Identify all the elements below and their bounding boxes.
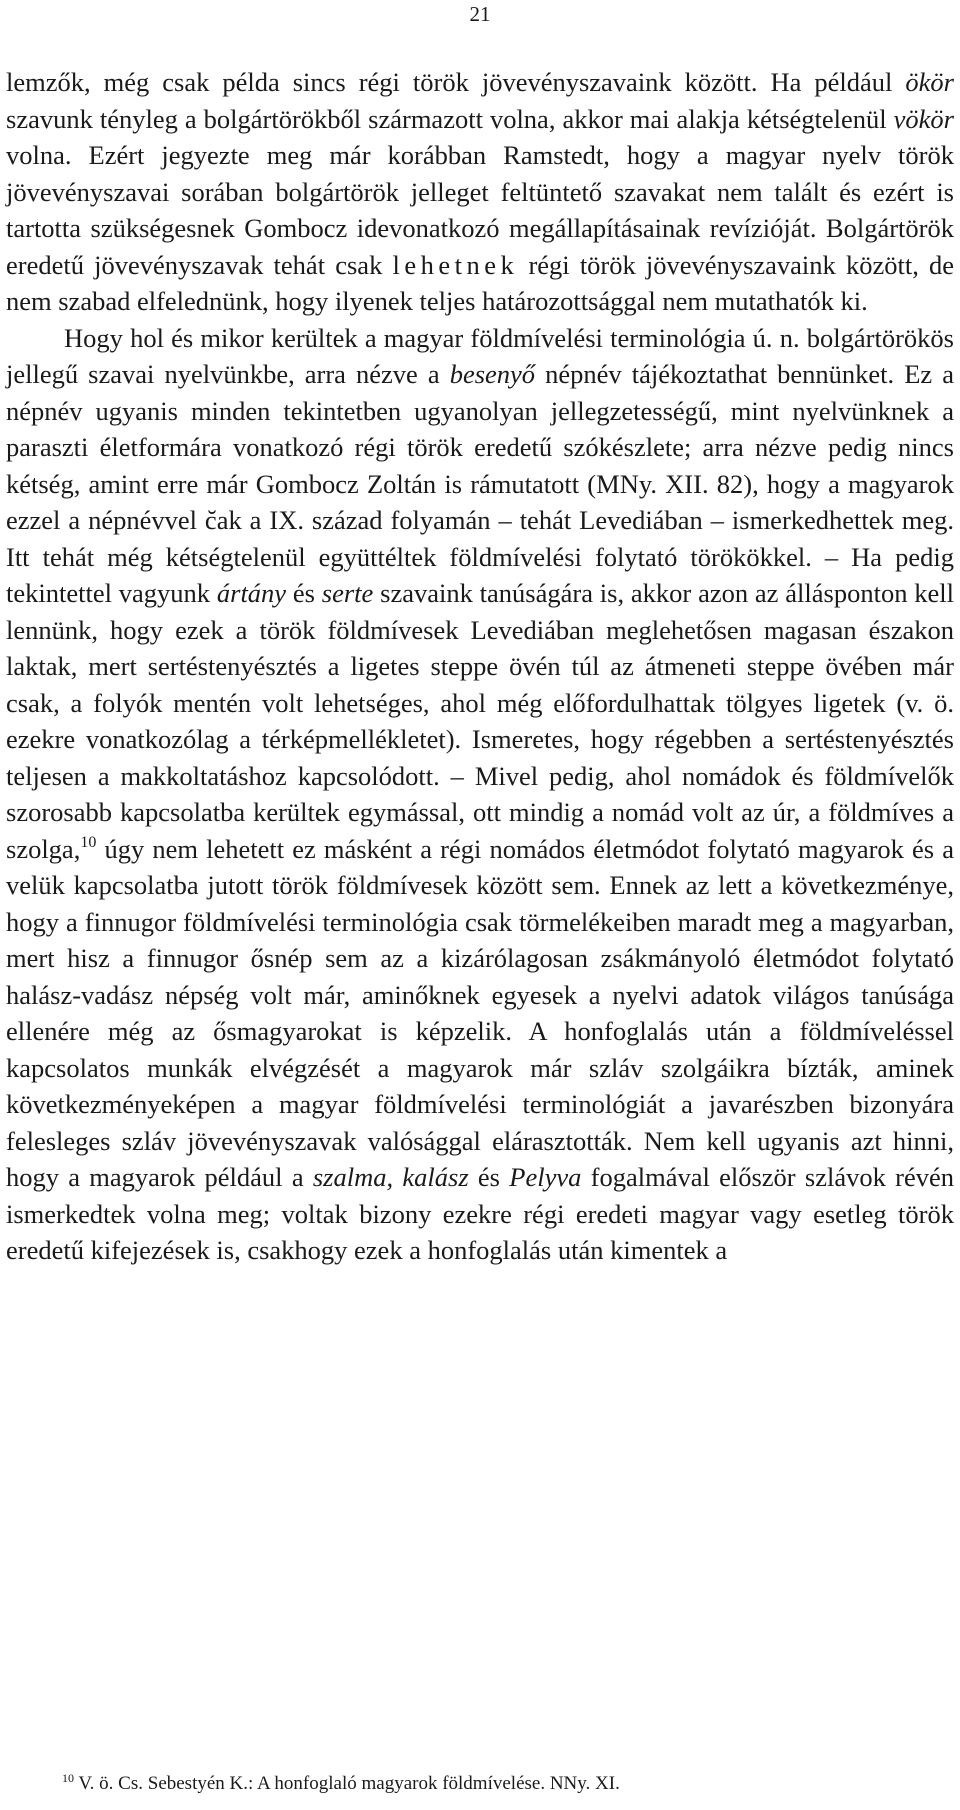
italic-word-pelyva: Pelyva (509, 1162, 582, 1192)
footnote-number: 10 (62, 1771, 74, 1785)
paragraph-2-text-d: szavaink tanúságára is, akkor azon az állásponton kell lennünk, hogy ezek a török földmívesek Levediában meglehetősen magasan északon laktak, mert sertéstenyésztés a ligetes steppe övén túl az átmeneti steppe övében már csak, a folyók mentén volt lehetséges, ahol még előfordulhattak tölgyes ligetek (v. ö. ezekre vonatkozólag a térképmellékletet). Ismeretes, hogy régebben a sertéstenyésztés teljesen a makkoltatáshoz kapcsolódott. – Mivel pedig, ahol nomádok és földmívelők szorosabb kapcsolatba kerültek egymással, ott mindig a nomád volt az úr, a földmíves a szolga, (6, 578, 955, 864)
body-text (6, 64, 954, 1269)
paragraph-2-text-b: népnév tájékoztathat bennünket. Ez a népnév ugyanis minden tekintetben ugyanolyan jellegzetességű, mint nyelvünknek a paraszti életformára vonatkozó régi török eredetű szókészlete; arra nézve pedig nincs kétség, amint erre már Gombocz Zoltán is rámutatott (MNy. XII. 82), hogy a magyarok ezzel a népnévvel c̆ak a IX. század folyamán – tehát Levediában – ismerkedhettek meg. Itt tehát még kétségtelenül együttéltek földmívelési folytató törökökkel. – Ha pedig tekintettel vagyunk (6, 359, 955, 608)
paragraph-2-text-g: fogalmával először szlávok révén ismerkedtek volna meg; voltak bizony ezekre régi eredeti magyar vagy esetleg török eredetű kifejezések is, csakhogy ezek a honfoglalás után kimentek a (6, 1162, 954, 1265)
paragraph-1-text-d: régi török jövevényszavaink között, de nem szabad elfelednünk, hogy ilyenek teljes határozottsággal nem mutathatók ki. (6, 249, 955, 316)
paragraph-2-text-f: és (468, 1162, 510, 1192)
page-number: 21 (469, 2, 491, 26)
paragraph-1 (6, 64, 954, 320)
italic-word-besenyo: besenyő (449, 359, 536, 389)
italic-words-szalma-kalasz: szalma, kalász (312, 1162, 469, 1192)
italic-word-okor: ökör (905, 67, 954, 97)
italic-word-artany: ártány (216, 578, 287, 608)
italic-word-serte: serte (321, 578, 374, 608)
footnote-text: V. ö. Cs. Sebestyén K.: A honfoglaló magyarok földmívelése. NNy. XI. (74, 1773, 620, 1794)
italic-word-vokor: vökör (893, 103, 954, 134)
spaced-word-lehetnek: lehetnek (392, 249, 519, 280)
paragraph-2-text-c: és (286, 578, 322, 608)
paragraph-1-text-a: lemzők, még csak példa sincs régi török jövevényszavaink között. Ha például (6, 67, 906, 97)
footnote (62, 1772, 620, 1796)
paragraph-2-text-e: úgy nem lehetett ez másként a régi nomádos életmódot folytató magyarok és a velük kapcsolatba jutott török földmívesek között sem. Ennek az lett a következménye, hogy a finnugor földmívelési terminológia csak törmelékeiben maradt meg a magyarban, mert hisz a finnugor ősnép sem az a kizárólagosan zsákmányoló életmódot folytató halász-vadász népség volt már, aminőknek egyesek a nyelvi adatok világos tanúsága ellenére még az ősmagyarokat is képzelik. A honfoglalás után a földmíveléssel kapcsolatos munkák elvégzését a magyarok már szláv szolgáikra bízták, aminek következményeképen a magyar földmívelési terminológiát a javarészben bizonyára felesleges szláv jövevényszavak valósággal elárasztották. Nem kell ugyanis azt hinni, hogy a magyarok például a (6, 833, 954, 1192)
paragraph-2 (6, 320, 954, 1269)
paragraph-1-text-b: szavunk tényleg a bolgártörökből származott volna, akkor mai alakja kétségtelenül (6, 103, 894, 134)
footnote-reference[interactable]: 10 (80, 833, 97, 851)
paragraph-2-text-a: Hogy hol és mikor kerültek a magyar földmívelési terminológia ú. n. bolgártörökös jellegű szavai nyelvünkbe, arra nézve a (6, 322, 954, 389)
paragraph-1-text-c: volna. Ezért jegyezte meg már korábban Ramstedt, hogy a magyar nyelv török jövevényszavai sorában bolgártörök jelleget feltüntető szavakat nem talált és ezért is tartotta szükségesnek Gombocz idevonatkozó megállapításainak revízióját. Bolgártörök eredetű jövevényszavak tehát csak (6, 140, 954, 280)
